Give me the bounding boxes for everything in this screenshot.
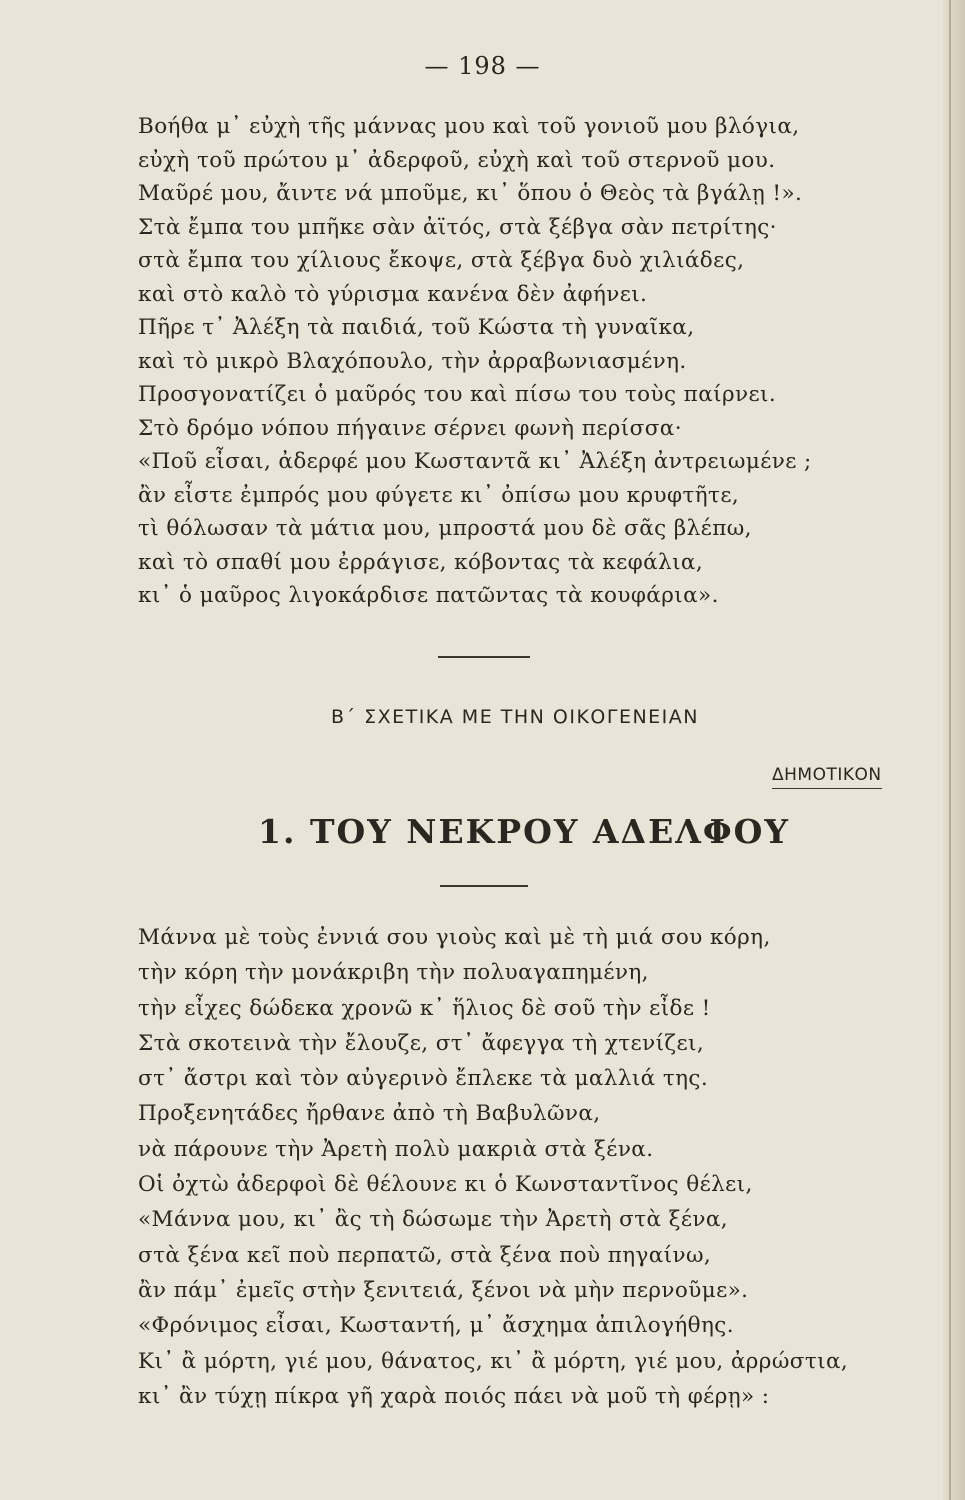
poem-two xyxy=(138,920,848,1414)
verse-line: νὰ πάρουνε τὴν Ἀρετὴ πολὺ μακριὰ στὰ ξένα. xyxy=(138,1136,654,1162)
poem-title: 1. ΤΟΥ ΝΕΚΡΟΥ ΑΔΕΛΦΟΥ xyxy=(258,812,790,851)
verse-line: Κι᾽ ἂ μόρτη, γιέ μου, θάνατος, κι᾽ ἂ μόρτη, γιέ μου, ἀρρώστια, xyxy=(138,1348,849,1374)
verse-line: Βοήθα μ᾽ εὐχὴ τῆς μάννας μου καὶ τοῦ γονιοῦ μου βλόγια, xyxy=(138,114,800,139)
verse-line: Μάννα μὲ τοὺς ἐννιά σου γιοὺς καὶ μὲ τὴ μιά σου κόρη, xyxy=(138,925,771,950)
verse-line: τὴν κόρη τὴν μονάκριβη τὴν πολυαγαπημένη, xyxy=(138,960,649,986)
page-edge-line xyxy=(949,0,951,1500)
verse-line: Οἱ ὀχτὼ ἀδερφοὶ δὲ θέλουνε κι ὁ Κωνσταντῖνος θέλει, xyxy=(138,1172,753,1198)
page-edge xyxy=(943,0,965,1500)
verse-line: Πῆρε τ᾽ Ἀλέξη τὰ παιδιά, τοῦ Κώστα τὴ γυναῖκα, xyxy=(138,315,695,340)
verse-line: Μαῦρέ μου, ἄιντε νά μποῦμε, κι᾽ ὅπου ὁ Θεὸς τὰ βγάλῃ !». xyxy=(138,181,803,206)
verse-line: καὶ τὸ σπαθί μου ἐρράγισε, κόβοντας τὰ κεφάλια, xyxy=(138,549,704,575)
verse-line: «Φρόνιμος εἶσαι, Κωσταντή, μ᾽ ἄσχημα ἀπιλογήθης. xyxy=(138,1313,734,1339)
verse-line: κι᾽ ὁ μαῦρος λιγοκάρδισε πατῶντας τὰ κουφάρια». xyxy=(138,583,719,608)
verse-line: στ᾽ ἄστρι καὶ τὸν αὐγερινὸ ἔπλεκε τὰ μαλλιά της. xyxy=(138,1066,709,1092)
title-rule xyxy=(440,885,528,887)
verse-line: «Μάννα μου, κι᾽ ἂς τὴ δώσωμε τὴν Ἀρετὴ στὰ ξένα, xyxy=(138,1207,729,1233)
section-heading: Β΄ ΣΧΕΤΙΚΑ ΜΕ ΤΗΝ ΟΙΚΟΓΕΝΕΙΑΝ xyxy=(331,706,699,728)
verse-line: Προσγονατίζει ὁ μαῦρός του καὶ πίσω του τοὺς παίρνει. xyxy=(138,382,777,407)
category-label: ΔΗΜΟΤΙΚΟΝ xyxy=(772,765,882,789)
verse-line: στὰ ξένα κεῖ ποὺ περπατῶ, στὰ ξένα ποὺ πηγαίνω, xyxy=(138,1242,712,1268)
verse-line: Στὸ δρόμο νόπου πήγαινε σέρνει φωνὴ περίσσα· xyxy=(138,415,682,441)
verse-line: τὴν εἶχες δώδεκα χρονῶ κ᾽ ἥλιος δὲ σοῦ τὴν εἶδε ! xyxy=(138,995,711,1021)
separator-rule xyxy=(438,656,530,658)
verse-line: Στὰ ἔμπα του μπῆκε σὰν ἀϊτός, στὰ ξέβγα σὰν πετρίτης· xyxy=(138,214,777,240)
verse-line: ἂν πάμ᾽ ἐμεῖς στὴν ξενιτειά, ξένοι νὰ μὴν περνοῦμε». xyxy=(138,1277,749,1303)
verse-line: στὰ ἔμπα του χίλιους ἔκοψε, στὰ ξέβγα δυὸ χιλιάδες, xyxy=(138,248,745,273)
page-number: — 198 — xyxy=(424,52,541,80)
verse-line: κι᾽ ἂν τύχῃ πίκρα γῆ χαρὰ ποιός πάει νὰ μοῦ τὴ φέρῃ» : xyxy=(138,1383,770,1409)
verse-line: Προξενητάδες ἤρθανε ἀπὸ τὴ Βαβυλῶνα, xyxy=(138,1101,601,1127)
verse-line: καὶ τὸ μικρὸ Βλαχόπουλο, τὴν ἀρραβωνιασμένη. xyxy=(138,348,687,374)
verse-line: εὐχὴ τοῦ πρώτου μ᾽ ἀδερφοῦ, εὐχὴ καὶ τοῦ στερνοῦ μου. xyxy=(138,147,776,173)
verse-line: «Ποῦ εἶσαι, ἀδερφέ μου Κωσταντᾶ κι᾽ Ἀλέξη ἀντρειωμένε ; xyxy=(138,449,812,474)
verse-line: καὶ στὸ καλὸ τὸ γύρισμα κανένα δὲν ἀφήνει. xyxy=(138,281,648,307)
verse-line: τὶ θόλωσαν τὰ μάτια μου, μπροστά μου δὲ σᾶς βλέπω, xyxy=(138,516,752,541)
verse-line: Στὰ σκοτεινὰ τὴν ἔλουζε, στ᾽ ἄφεγγα τὴ χτενίζει, xyxy=(138,1030,705,1056)
poem-one xyxy=(138,110,812,613)
verse-line: ἂν εἶστε ἐμπρός μου φύγετε κι᾽ ὀπίσω μου κρυφτῆτε, xyxy=(138,482,740,508)
